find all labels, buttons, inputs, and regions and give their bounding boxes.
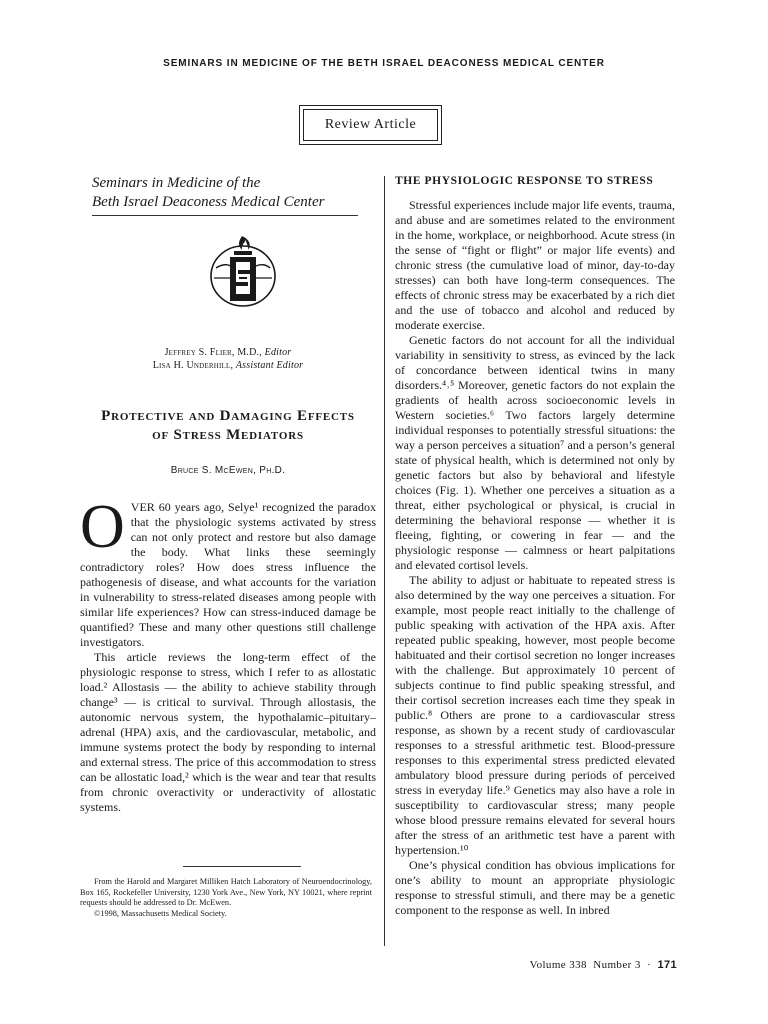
- journal-running-header: SEMINARS IN MEDICINE OF THE BETH ISRAEL DEACONESS MEDICAL CENTER: [163, 58, 605, 69]
- footnote-copyright: ©1998, Massachusetts Medical Society.: [94, 908, 227, 918]
- seminar-title-rule: [92, 215, 358, 216]
- left-body-text: [80, 493, 376, 815]
- footnote-affiliation: From the Harold and Margaret Milliken Hatch Laboratory of Neuroendocrinology, Box 165, Rockefeller University, 1230 York Ave., New York, NY 10021, where reprint requests should be addressed to Dr. McEwen.: [80, 877, 372, 907]
- footer-separator: ·: [647, 959, 652, 971]
- seminar-title-line-2: Beth Israel Deaconess Medical Center: [92, 194, 325, 210]
- column-divider: [384, 176, 385, 946]
- intro-paragraph-text: VER 60 years ago, Selye¹ recognized the paradox that the physiologic systems activated by stress can not only protect and restore but also damage the body. What links these seemingly contradictory roles? How does stress influence the pathogenesis of disease, and what accounts for the variation in vulnerability to stress-related diseases among people with similar life experiences? How can stress-induced damage be quantified? These and many other questions still challenge investigators.: [80, 500, 376, 649]
- editors-block: [80, 346, 376, 372]
- footnote: [80, 877, 372, 919]
- body-paragraph: This article reviews the long-term effect of the physiologic response to stress, which I refer to as allostatic load.² Allostasis — the ability to achieve stability through change³ — is critical to survival. Through allostasis, the autonomic nervous system, the hypothalamic–pituitary–adrenal (HPA) axis, and the cardiovascular, metabolic, and immune systems protect the body by responding to internal and external stress. The price of this accommodation to stress can be allostatic load,² which is the wear and tear that results from chronic overactivity or underactivity of allostatic systems.: [80, 650, 376, 814]
- footer-number: Number 3: [593, 959, 641, 971]
- right-column: [395, 175, 675, 918]
- body-paragraph: One’s physical condition has obvious implications for one’s ability to mount an appropriate physiologic response to stressful stimuli, and there may be a genetic component to the response as well. In inbred: [395, 858, 675, 917]
- article-title-line-2: of Stress Mediators: [152, 427, 304, 443]
- body-paragraph: The ability to adjust or habituate to repeated stress is also determined by the way one perceives a situation. For example, most people react initially to the challenge of public speaking with activation of the HPA axis. After repeated public speaking, however, most people become habituated and their cortisol secretion no longer increases with the challenge. But approximately 10 percent of subjects continue to find public speaking stressful, and their cortisol secretion increases each time they speak in public.⁸ Others are prone to a cardiovascular stress response, as shown by a recent study of cardiovascular responses to a stressful arithmetic test. Blood-pressure responses to this experimental stress predicted elevated ambulatory blood pressure during periods of perceived stress in everyday life.⁹ Genetics may also have a role in susceptibility to cardiovascular stress; many people whose blood pressure remains elevated for several hours after the stress of an arithmetic test have a parent with hypertension.¹⁰: [395, 573, 675, 857]
- assistant-editor-line: [80, 359, 376, 372]
- editor-role: Editor: [264, 347, 292, 358]
- assistant-editor-name: Lisa H. Underhill,: [152, 360, 234, 371]
- right-body-text: [395, 198, 675, 918]
- body-paragraph: Genetic factors do not account for all the individual variability in sensitivity to stress, as evinced by the lack of concordance between identical twins in many disorders.⁴˒⁵ Moreover, genetic factors do not explain the gradients of health across socioeconomic levels in Western societies.⁶ Two factors largely determine individual responses to potentially stressful situations: the way a person perceives a situation⁷ and a person’s general state of physical health, which is determined not only by genetic factors but also by behavioral and lifestyle choices (Fig. 1). Whether one perceives a situation as a threat, either psychological or physical, is crucial in determining the behavioral response — whether it is fleeing, fighting, or cowering in fear — and the physiologic response — calmness or heart palpitations and elevated cortisol levels.: [395, 333, 675, 572]
- article-title: [80, 407, 376, 445]
- intro-paragraph: [80, 493, 376, 650]
- editor-line: [80, 346, 376, 359]
- seminar-series-title: [92, 174, 376, 212]
- article-title-line-1: Protective and Damaging Effects: [101, 408, 355, 424]
- article-author: Bruce S. McEwen, Ph.D.: [170, 465, 286, 476]
- left-column: [80, 174, 376, 815]
- footer-volume: Volume 338: [529, 959, 587, 971]
- section-heading: THE PHYSIOLOGIC RESPONSE TO STRESS: [395, 175, 654, 187]
- drop-cap: O: [80, 493, 125, 561]
- editor-name: Jeffrey S. Flier, M.D.,: [164, 347, 262, 358]
- seminar-title-line-1: Seminars in Medicine of the: [92, 175, 261, 191]
- beth-israel-torch-logo-icon: [208, 230, 278, 310]
- assistant-editor-role: Assistant Editor: [235, 360, 304, 371]
- page-number: 171: [657, 959, 677, 971]
- review-article-label: Review Article: [303, 109, 438, 141]
- body-paragraph: Stressful experiences include major life events, trauma, and abuse and are sometimes related to the environment in the home, workplace, or neighborhood. Acute stress (in the sense of “fight or flight” or major life events) and chronic stress (the cumulative load of minor, day-to-day stresses) can both have long-term consequences. The effects of chronic stress may be exacerbated by a rich diet and the use of tobacco and alcohol and reduced by moderate exercise.: [395, 198, 675, 332]
- page-footer: [497, 959, 677, 971]
- footnote-rule: [183, 866, 301, 867]
- review-article-label-box: [299, 105, 442, 145]
